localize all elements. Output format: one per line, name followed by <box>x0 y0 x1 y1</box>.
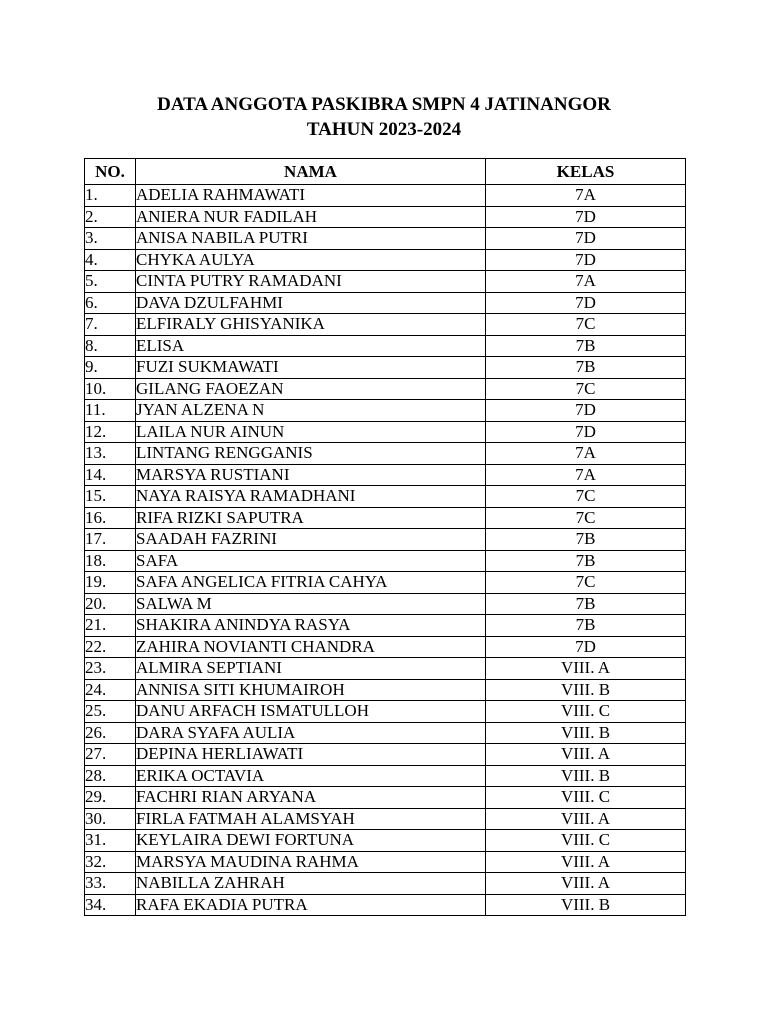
row-number-cell: 12. <box>85 421 136 443</box>
table-row <box>85 873 686 895</box>
table-row <box>85 787 686 809</box>
member-name-cell: GILANG FAOEZAN <box>136 378 486 400</box>
member-name-cell: KEYLAIRA DEWI FORTUNA <box>136 830 486 852</box>
table-row <box>85 421 686 443</box>
class-cell: VIII. A <box>486 873 686 895</box>
table-row <box>85 722 686 744</box>
class-cell: 7D <box>486 206 686 228</box>
document-subtitle-year: TAHUN 2023-2024 <box>306 119 462 140</box>
row-number-cell: 3. <box>85 228 136 250</box>
row-number-cell: 25. <box>85 701 136 723</box>
member-name-cell: SAFA ANGELICA FITRIA CAHYA <box>136 572 486 594</box>
class-cell: 7B <box>486 615 686 637</box>
table-row <box>85 658 686 680</box>
member-name-cell: SAFA <box>136 550 486 572</box>
class-cell: 7B <box>486 593 686 615</box>
class-cell: 7D <box>486 292 686 314</box>
row-number-cell: 1. <box>85 185 136 207</box>
member-name-cell: SHAKIRA ANINDYA RASYA <box>136 615 486 637</box>
member-name-cell: RIFA RIZKI SAPUTRA <box>136 507 486 529</box>
member-name-cell: MARSYA MAUDINA RAHMA <box>136 851 486 873</box>
table-row <box>85 400 686 422</box>
member-name-cell: DANU ARFACH ISMATULLOH <box>136 701 486 723</box>
table-row <box>85 378 686 400</box>
member-name-cell: FUZI SUKMAWATI <box>136 357 486 379</box>
class-cell: 7C <box>486 486 686 508</box>
member-name-cell: ADELIA RAHMAWATI <box>136 185 486 207</box>
member-name-cell: LAILA NUR AINUN <box>136 421 486 443</box>
member-name-cell: RAFA EKADIA PUTRA <box>136 894 486 916</box>
class-cell: VIII. A <box>486 658 686 680</box>
table-row <box>85 894 686 916</box>
table-header-row <box>85 159 686 185</box>
table-row <box>85 357 686 379</box>
row-number-cell: 23. <box>85 658 136 680</box>
table-row <box>85 830 686 852</box>
class-cell: 7B <box>486 529 686 551</box>
member-name-cell: ANISA NABILA PUTRI <box>136 228 486 250</box>
class-cell: 7A <box>486 271 686 293</box>
class-cell: 7C <box>486 507 686 529</box>
table-row <box>85 615 686 637</box>
class-cell: VIII. B <box>486 679 686 701</box>
table-row <box>85 701 686 723</box>
member-name-cell: CINTA PUTRY RAMADANI <box>136 271 486 293</box>
row-number-cell: 18. <box>85 550 136 572</box>
column-header-no: NO. <box>85 159 136 185</box>
member-name-cell: DEPINA HERLIAWATI <box>136 744 486 766</box>
table-row <box>85 507 686 529</box>
table-row <box>85 636 686 658</box>
table-row <box>85 572 686 594</box>
class-cell: 7D <box>486 228 686 250</box>
member-name-cell: NABILLA ZAHRAH <box>136 873 486 895</box>
row-number-cell: 7. <box>85 314 136 336</box>
member-name-cell: ERIKA OCTAVIA <box>136 765 486 787</box>
member-name-cell: LINTANG RENGGANIS <box>136 443 486 465</box>
row-number-cell: 5. <box>85 271 136 293</box>
table-row <box>85 464 686 486</box>
row-number-cell: 13. <box>85 443 136 465</box>
class-cell: VIII. C <box>486 701 686 723</box>
member-name-cell: SAADAH FAZRINI <box>136 529 486 551</box>
row-number-cell: 31. <box>85 830 136 852</box>
row-number-cell: 24. <box>85 679 136 701</box>
row-number-cell: 22. <box>85 636 136 658</box>
class-cell: 7D <box>486 249 686 271</box>
member-name-cell: ALMIRA SEPTIANI <box>136 658 486 680</box>
row-number-cell: 33. <box>85 873 136 895</box>
class-cell: 7B <box>486 550 686 572</box>
class-cell: VIII. B <box>486 765 686 787</box>
row-number-cell: 2. <box>85 206 136 228</box>
row-number-cell: 29. <box>85 787 136 809</box>
row-number-cell: 28. <box>85 765 136 787</box>
row-number-cell: 14. <box>85 464 136 486</box>
row-number-cell: 8. <box>85 335 136 357</box>
table-row <box>85 765 686 787</box>
class-cell: VIII. B <box>486 722 686 744</box>
member-name-cell: FIRLA FATMAH ALAMSYAH <box>136 808 486 830</box>
table-row <box>85 228 686 250</box>
row-number-cell: 15. <box>85 486 136 508</box>
column-header-kelas: KELAS <box>486 159 686 185</box>
member-name-cell: DARA SYAFA AULIA <box>136 722 486 744</box>
member-name-cell: JYAN ALZENA N <box>136 400 486 422</box>
row-number-cell: 20. <box>85 593 136 615</box>
class-cell: 7C <box>486 378 686 400</box>
table-row <box>85 443 686 465</box>
class-cell: 7D <box>486 636 686 658</box>
class-cell: 7A <box>486 185 686 207</box>
row-number-cell: 32. <box>85 851 136 873</box>
class-cell: 7D <box>486 421 686 443</box>
class-cell: VIII. C <box>486 787 686 809</box>
row-number-cell: 26. <box>85 722 136 744</box>
member-name-cell: DAVA DZULFAHMI <box>136 292 486 314</box>
table-row <box>85 249 686 271</box>
table-row <box>85 486 686 508</box>
class-cell: VIII. A <box>486 808 686 830</box>
class-cell: 7A <box>486 464 686 486</box>
class-cell: 7A <box>486 443 686 465</box>
member-name-cell: ZAHIRA NOVIANTI CHANDRA <box>136 636 486 658</box>
row-number-cell: 9. <box>85 357 136 379</box>
table-row <box>85 679 686 701</box>
table-row <box>85 744 686 766</box>
class-cell: 7D <box>486 400 686 422</box>
row-number-cell: 34. <box>85 894 136 916</box>
class-cell: VIII. A <box>486 744 686 766</box>
row-number-cell: 4. <box>85 249 136 271</box>
row-number-cell: 17. <box>85 529 136 551</box>
member-name-cell: ANIERA NUR FADILAH <box>136 206 486 228</box>
table-row <box>85 851 686 873</box>
row-number-cell: 10. <box>85 378 136 400</box>
row-number-cell: 21. <box>85 615 136 637</box>
member-name-cell: SALWA M <box>136 593 486 615</box>
table-row <box>85 271 686 293</box>
table-row <box>85 808 686 830</box>
class-cell: VIII. B <box>486 894 686 916</box>
table-body <box>85 185 686 916</box>
column-header-nama: NAMA <box>136 159 486 185</box>
member-name-cell: ANNISA SITI KHUMAIROH <box>136 679 486 701</box>
row-number-cell: 30. <box>85 808 136 830</box>
member-name-cell: FACHRI RIAN ARYANA <box>136 787 486 809</box>
member-name-cell: MARSYA RUSTIANI <box>136 464 486 486</box>
table-row <box>85 529 686 551</box>
member-name-cell: ELFIRALY GHISYANIKA <box>136 314 486 336</box>
row-number-cell: 19. <box>85 572 136 594</box>
document-title: DATA ANGGOTA PASKIBRA SMPN 4 JATINANGOR <box>157 94 611 115</box>
member-name-cell: CHYKA AULYA <box>136 249 486 271</box>
table-row <box>85 593 686 615</box>
row-number-cell: 16. <box>85 507 136 529</box>
class-cell: 7C <box>486 314 686 336</box>
class-cell: 7B <box>486 357 686 379</box>
class-cell: VIII. A <box>486 851 686 873</box>
table-row <box>85 185 686 207</box>
member-table <box>84 158 686 916</box>
member-name-cell: NAYA RAISYA RAMADHANI <box>136 486 486 508</box>
row-number-cell: 6. <box>85 292 136 314</box>
row-number-cell: 11. <box>85 400 136 422</box>
member-name-cell: ELISA <box>136 335 486 357</box>
class-cell: 7C <box>486 572 686 594</box>
table-row <box>85 550 686 572</box>
table-row <box>85 314 686 336</box>
row-number-cell: 27. <box>85 744 136 766</box>
table-row <box>85 335 686 357</box>
table-row <box>85 206 686 228</box>
class-cell: VIII. C <box>486 830 686 852</box>
table-row <box>85 292 686 314</box>
class-cell: 7B <box>486 335 686 357</box>
